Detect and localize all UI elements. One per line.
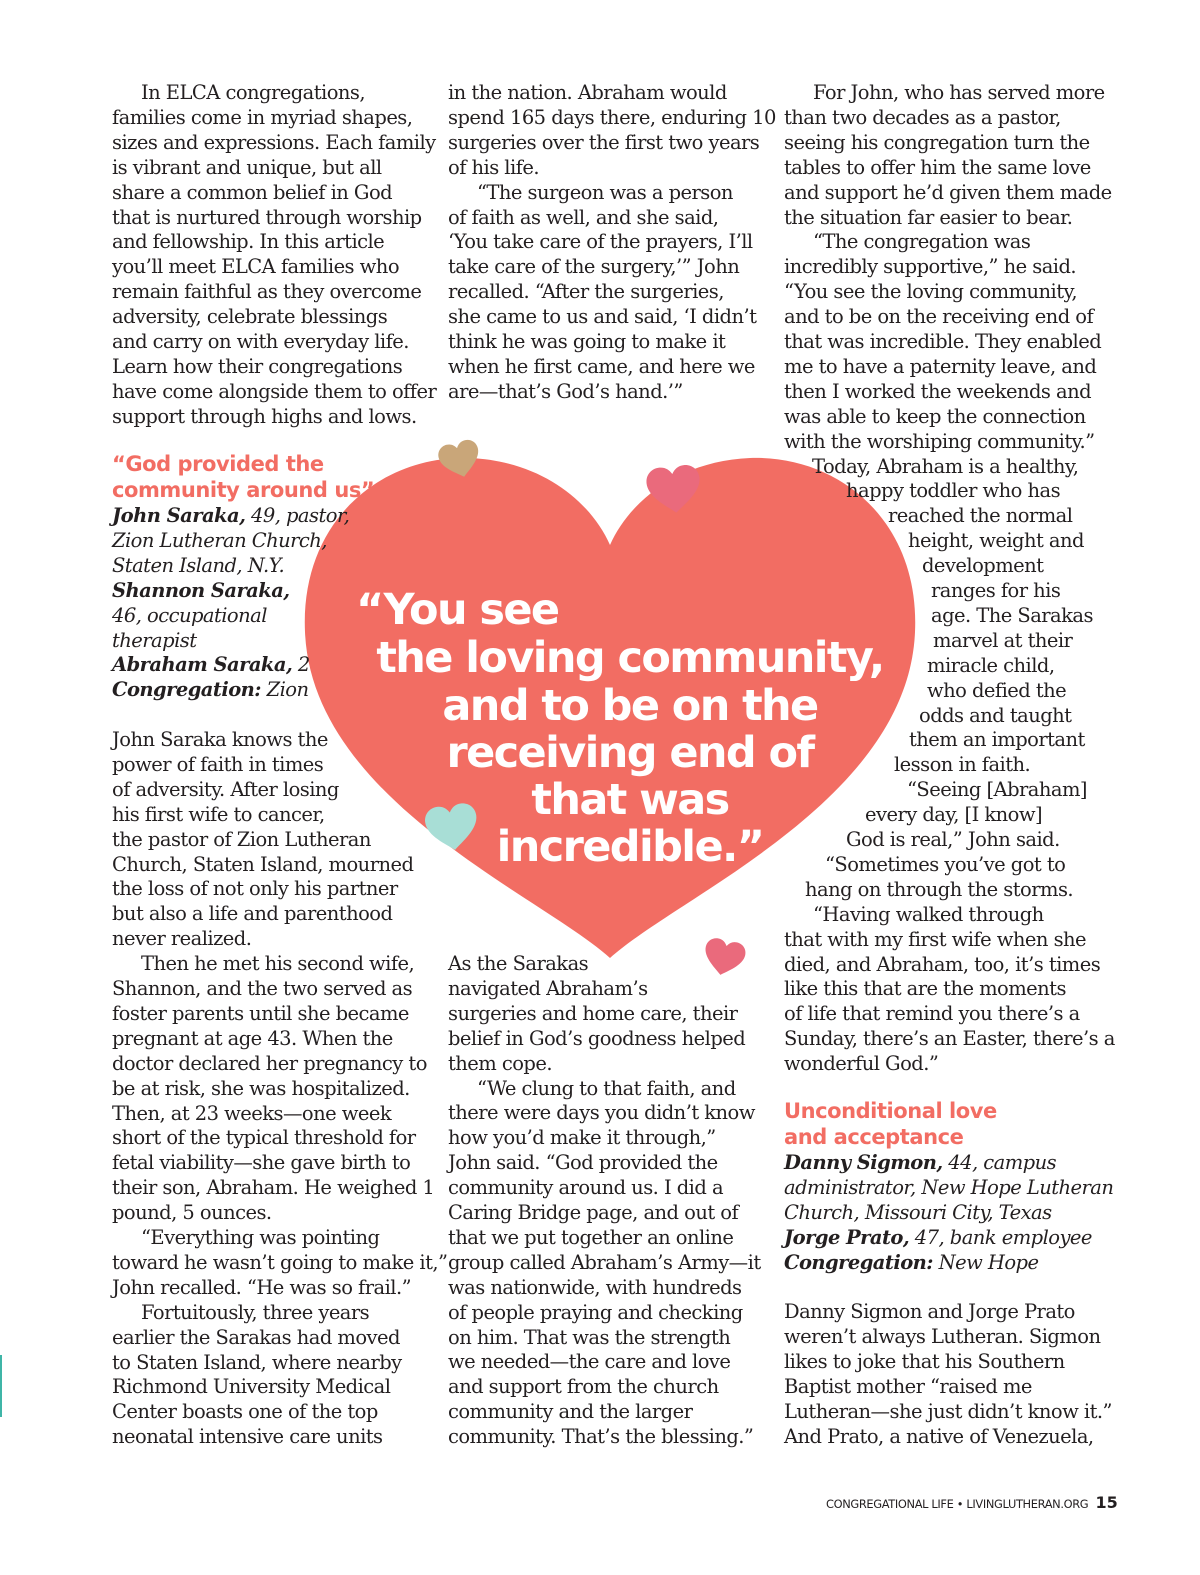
byline-detail: Zion xyxy=(260,678,309,702)
byline-name: Danny Sigmon, xyxy=(784,1151,943,1174)
text-line: families come in myriad shapes, xyxy=(112,105,413,129)
byline-line xyxy=(784,1150,1056,1175)
pull-quote-line: “You see xyxy=(356,585,559,635)
text-line: that was incredible. They enabled xyxy=(784,330,1102,353)
text-line: height, weight and xyxy=(908,529,1084,553)
text-line: John said. “God provided the xyxy=(448,1151,718,1175)
byline-detail: 49, pastor, xyxy=(245,504,350,527)
text-line: of his life. xyxy=(448,155,539,179)
byline-line xyxy=(784,1175,1113,1200)
text-line: that is nurtured through worship xyxy=(112,205,422,229)
text-line: Learn how their congregations xyxy=(112,354,403,378)
text-line: Richmond University Medical xyxy=(112,1375,391,1399)
pull-quote-line: the loving community, xyxy=(376,633,884,683)
byline-detail: therapist xyxy=(112,628,197,652)
text-line: surgeries and home care, their xyxy=(448,1001,738,1025)
byline-detail: Church, Missouri City, Texas xyxy=(784,1200,1052,1224)
text-line: spend 165 days there, enduring 10 xyxy=(448,105,776,129)
text-line: John Saraka knows the xyxy=(112,728,328,751)
text-line: Baptist mother “raised me xyxy=(784,1374,1032,1398)
text-line: Lutheran—she just didn’t know it.” xyxy=(784,1399,1112,1423)
text-line: pregnant at age 43. When the xyxy=(112,1026,393,1050)
text-line: of faith as well, and she said, xyxy=(448,205,719,229)
text-line: foster parents until she became xyxy=(112,1001,409,1025)
section-subhead: and acceptance xyxy=(784,1124,964,1149)
text-line: power of faith in times xyxy=(112,752,324,776)
text-line: hang on through the storms. xyxy=(805,877,1074,901)
text-line: community around us. I did a xyxy=(448,1176,724,1200)
text-line: when he first came, and here we xyxy=(448,354,755,378)
text-line: be at risk, she was hospitalized. xyxy=(112,1076,410,1100)
text-line: marvel at their xyxy=(933,628,1073,652)
text-line: age. The Sarakas xyxy=(931,603,1093,627)
text-line: who defied the xyxy=(927,678,1067,702)
text-line: Sunday, there’s an Easter, there’s a xyxy=(784,1027,1115,1051)
text-line: take care of the surgery,’” John xyxy=(448,255,740,279)
byline-name: Congregation: xyxy=(112,678,261,702)
text-line: For John, who has served more xyxy=(813,81,1105,104)
pull-quote-line: incredible.” xyxy=(496,822,764,872)
text-line: weren’t always Lutheran. Sigmon xyxy=(784,1324,1101,1348)
text-line: of adversity. After losing xyxy=(112,777,339,801)
footer-section: CONGREGATIONAL LIFE xyxy=(826,1497,954,1511)
text-line: died, and Abraham, too, it’s times xyxy=(784,952,1101,976)
text-line: surgeries over the first two years xyxy=(448,130,760,154)
text-line: neonatal intensive care units xyxy=(112,1425,383,1449)
text-line: group called Abraham’s Army—it xyxy=(448,1250,761,1274)
text-line: Then he met his second wife, xyxy=(141,952,415,976)
text-line: Today, Abraham is a healthy, xyxy=(812,454,1079,478)
text-line: likes to joke that his Southern xyxy=(784,1349,1065,1373)
page-footer xyxy=(826,1491,1118,1515)
text-line: Fortuitously, three years xyxy=(141,1300,370,1324)
text-line: and to be on the receiving end of xyxy=(784,305,1094,329)
byline-detail: New Hope xyxy=(932,1250,1039,1274)
text-line: that we put together an online xyxy=(448,1225,734,1249)
text-line: earlier the Sarakas had moved xyxy=(112,1325,400,1349)
text-line: we needed—the care and love xyxy=(448,1350,731,1374)
byline-name: Congregation: xyxy=(784,1250,933,1274)
text-line: “The surgeon was a person xyxy=(477,180,733,204)
edge-rule xyxy=(0,1355,2,1417)
text-line: are—that’s God’s hand.’” xyxy=(448,379,683,403)
text-line: recalled. “After the surgeries, xyxy=(448,280,724,304)
text-line: with the worshiping community.” xyxy=(784,429,1095,453)
text-line: remain faithful as they overcome xyxy=(112,280,422,304)
text-line: adversity, celebrate blessings xyxy=(112,305,388,329)
byline-detail: administrator, New Hope Lutheran xyxy=(784,1175,1114,1199)
section-subhead: community around us” xyxy=(112,477,375,502)
text-line: is vibrant and unique, but all xyxy=(112,155,382,179)
text-line: of people praying and checking xyxy=(448,1300,743,1324)
text-line: was nationwide, with hundreds xyxy=(448,1275,742,1299)
pull-quote-line: and to be on the xyxy=(442,681,818,731)
section-subhead: “God provided the xyxy=(112,452,324,476)
pull-quote-line: receiving end of xyxy=(446,728,814,778)
text-line: Shannon, and the two served as xyxy=(112,977,413,1000)
text-line: “The congregation was xyxy=(813,230,1031,254)
text-line: community. That’s the blessing.” xyxy=(448,1425,754,1449)
text-line: never realized. xyxy=(112,927,252,951)
pull-quote-line: that was xyxy=(531,775,729,825)
text-line: toward he wasn’t going to make it,” xyxy=(112,1250,448,1274)
text-line: “Having walked through xyxy=(813,902,1044,926)
byline-line xyxy=(112,553,284,578)
small-pink-heart-icon xyxy=(701,936,748,979)
text-line: tables to offer him the same love xyxy=(784,155,1091,179)
text-line: the loss of not only his partner xyxy=(112,877,398,901)
text-line: but also a life and parenthood xyxy=(112,902,393,926)
text-line: and carry on with everyday life. xyxy=(112,330,409,353)
byline-line xyxy=(112,652,310,677)
text-line: belief in God’s goodness helped xyxy=(448,1026,746,1050)
text-line: navigated Abraham’s xyxy=(448,976,648,1000)
text-line: ranges for his xyxy=(931,579,1061,602)
text-line: and support from the church xyxy=(448,1375,719,1399)
text-line: “We clung to that faith, and xyxy=(477,1076,736,1100)
text-line: have come alongside them to offer xyxy=(112,379,437,403)
text-line: me to have a paternity leave, and xyxy=(784,354,1097,378)
text-line: “You see the loving community, xyxy=(784,280,1078,304)
text-line: odds and taught xyxy=(919,703,1072,727)
text-line: in the nation. Abraham would xyxy=(448,81,727,104)
byline-name: Abraham Saraka, xyxy=(112,653,293,677)
text-line: Caring Bridge page, and out of xyxy=(448,1201,739,1224)
text-line: happy toddler who has xyxy=(846,479,1061,503)
text-line: lesson in faith. xyxy=(894,753,1031,777)
byline-line xyxy=(112,677,308,702)
text-line: “Everything was pointing xyxy=(141,1226,380,1249)
byline-line xyxy=(784,1250,1038,1275)
text-line: Center boasts one of the top xyxy=(112,1400,378,1424)
text-line: seeing his congregation turn the xyxy=(784,130,1090,154)
byline-line xyxy=(784,1200,1052,1225)
text-line: to Staten Island, where nearby xyxy=(112,1350,402,1374)
text-line: think he was going to make it xyxy=(448,330,726,353)
text-line: like this that are the moments xyxy=(784,977,1066,1001)
text-line: was able to keep the connection xyxy=(784,404,1086,428)
byline-line xyxy=(112,628,197,653)
text-line: wonderful God.” xyxy=(784,1052,939,1076)
text-line: pound, 5 ounces. xyxy=(112,1201,272,1225)
text-line: that with my first wife when she xyxy=(784,927,1087,951)
text-line: the situation far easier to bear. xyxy=(784,205,1073,229)
text-line: Danny Sigmon and Jorge Prato xyxy=(784,1300,1075,1323)
text-line: fetal viability—she gave birth to xyxy=(112,1151,411,1175)
byline-name: John Saraka, xyxy=(112,504,246,527)
text-line: community and the larger xyxy=(448,1400,693,1424)
text-line: Then, at 23 weeks—one week xyxy=(112,1101,392,1125)
byline-line xyxy=(112,578,290,603)
text-line: there were days you didn’t know xyxy=(448,1101,755,1125)
text-line: how you’d make it through,” xyxy=(448,1126,716,1150)
text-line: In ELCA congregations, xyxy=(141,81,365,104)
text-line: And Prato, a native of Venezuela, xyxy=(784,1424,1094,1448)
footer-separator: • xyxy=(956,1497,964,1511)
text-line: then I worked the weekends and xyxy=(784,379,1092,403)
byline-detail: 2 xyxy=(292,653,310,677)
text-line: sizes and expressions. Each family xyxy=(112,130,436,154)
text-line: God is real,” John said. xyxy=(846,828,1060,851)
byline-line xyxy=(112,503,349,528)
text-line: John recalled. “He was so frail.” xyxy=(112,1275,412,1299)
text-line: “Seeing [Abraham] xyxy=(907,778,1087,802)
byline-line xyxy=(112,528,327,553)
text-line: them cope. xyxy=(448,1051,553,1075)
text-line: on him. That was the strength xyxy=(448,1325,731,1349)
text-line: miracle child, xyxy=(927,653,1055,677)
byline-detail: Zion Lutheran Church, xyxy=(112,528,327,552)
text-line: she came to us and said, ‘I didn’t xyxy=(448,305,757,329)
text-line: “Sometimes you’ve got to xyxy=(825,852,1066,876)
byline-line xyxy=(784,1225,1092,1250)
byline-name: Jorge Prato, xyxy=(784,1225,910,1249)
text-line: their son, Abraham. He weighed 1 xyxy=(112,1176,435,1200)
section-subhead: Unconditional love xyxy=(784,1099,997,1123)
text-line: ‘You take care of the prayers, I’ll xyxy=(448,230,753,254)
byline-name: Shannon Saraka, xyxy=(112,578,290,602)
text-line: incredibly supportive,” he said. xyxy=(784,255,1077,279)
text-line: than two decades as a pastor, xyxy=(784,105,1061,129)
byline-detail: 47, bank employee xyxy=(909,1225,1092,1249)
text-line: and fellowship. In this article xyxy=(112,230,385,254)
text-line: support through highs and lows. xyxy=(112,404,417,428)
text-line: reached the normal xyxy=(888,504,1073,528)
text-line: and support he’d given them made xyxy=(784,180,1112,204)
text-line: Church, Staten Island, mourned xyxy=(112,852,414,876)
text-line: share a common belief in God xyxy=(112,180,393,204)
byline-detail: 44, campus xyxy=(942,1151,1057,1174)
text-line: every day, [I know] xyxy=(865,803,1043,827)
text-line: the pastor of Zion Lutheran xyxy=(112,827,371,851)
text-line: doctor declared her pregnancy to xyxy=(112,1051,427,1075)
byline-detail: Staten Island, N.Y. xyxy=(112,553,285,577)
text-line: development xyxy=(922,554,1044,578)
text-line: his first wife to cancer, xyxy=(112,802,325,826)
text-line: you’ll meet ELCA families who xyxy=(112,255,400,279)
page-number: 15 xyxy=(1095,1493,1118,1512)
text-line: of life that remind you there’s a xyxy=(784,1002,1080,1026)
text-line: short of the typical threshold for xyxy=(112,1126,416,1150)
byline-line xyxy=(112,603,267,628)
byline-detail: 46, occupational xyxy=(112,603,267,627)
footer-site: LIVINGLUTHERAN.ORG xyxy=(966,1497,1089,1511)
text-line: them an important xyxy=(909,728,1085,752)
text-line: As the Sarakas xyxy=(448,952,589,975)
